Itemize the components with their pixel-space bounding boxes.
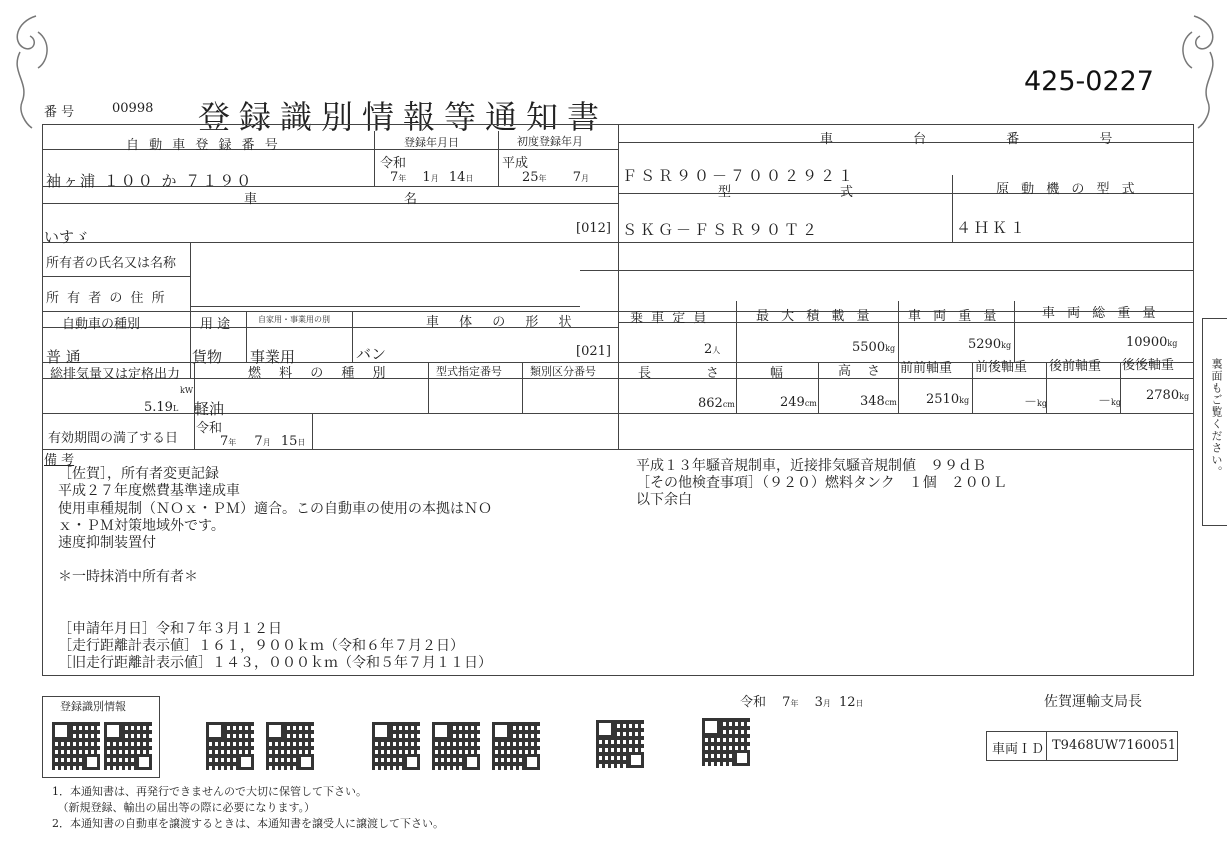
width: 249cm xyxy=(780,395,817,410)
remark-line: ［申請年月日］令和７年３月１２日 xyxy=(58,620,282,637)
serial-number: 00998 xyxy=(112,101,154,116)
note-line: （新規登録、輸出の届出等の際に必要になります。） xyxy=(52,801,316,814)
height: 348cm xyxy=(860,394,897,409)
issuer: 佐賀運輸支局長 xyxy=(1044,694,1142,710)
remark-line: ［その他検査事項］（９２０）燃料タンク １個 ２００Ｌ xyxy=(636,475,1007,491)
qr-code xyxy=(266,722,314,770)
max-load-label: 最 大 積 載 量 xyxy=(756,309,874,324)
model-label-a: 型 xyxy=(718,185,732,200)
remark-line: ［旧走行距離計表示値］１４３，０００ｋｍ（令和５年７月１１日） xyxy=(58,655,492,672)
qr-code xyxy=(206,722,254,770)
remark-line: 速度抑制装置付 xyxy=(58,535,156,552)
reference-number: 425-0227 xyxy=(1024,66,1154,97)
qr-label: 登録識別情報 xyxy=(60,700,126,713)
first-registration: 25年 7月 xyxy=(522,170,589,185)
expiry-era: 令和 xyxy=(196,421,223,436)
vehicle-type: 普 通 xyxy=(46,348,81,366)
remark-line: ［走行距離計表示値］１６１，９００ｋｍ（令和６年７月２日） xyxy=(58,638,464,655)
model: ＳＫＧ－ＦＳＲ９０Ｔ２ xyxy=(622,221,821,239)
class-number-label: 類別区分番号 xyxy=(530,365,596,378)
ff-axle-label: 前前軸重 xyxy=(900,361,953,376)
engine-model-label: 原 動 機 の 型 式 xyxy=(996,182,1139,197)
first-reg-era: 平成 xyxy=(502,156,529,171)
capacity: 2人 xyxy=(704,342,721,357)
remarks-right xyxy=(636,458,1007,509)
car-name-label-b: 名 xyxy=(404,192,418,207)
ff-axle: 2510kg xyxy=(926,392,970,407)
remarks-left xyxy=(58,466,492,673)
weight-label: 車 両 重 量 xyxy=(908,309,1001,324)
fr-axle-label: 前後軸重 xyxy=(975,360,1028,375)
body-shape-label: 車 体 の 形 状 xyxy=(426,315,580,330)
vehicle-weight: 5290kg xyxy=(968,337,1012,352)
use-label: 用 途 xyxy=(200,317,231,332)
qr-code xyxy=(702,718,750,766)
qr-code xyxy=(52,722,100,770)
fr-axle: －kg xyxy=(1024,395,1047,410)
first-reg-label: 初度登録年月 xyxy=(517,135,583,148)
qr-code xyxy=(104,722,152,770)
displacement-label: 総排気量又は定格出力 xyxy=(50,367,181,382)
gross-weight: 10900kg xyxy=(1126,335,1178,350)
vehicle-id-label: 車両ＩＤ xyxy=(992,742,1045,757)
private-business-label: 自家用・事業用の別 xyxy=(258,315,330,324)
remark-line: ［佐賀］，所有者変更記録 xyxy=(58,466,219,482)
expiry-date: 7年 7月 15日 xyxy=(220,434,306,449)
use: 貨物 xyxy=(192,348,223,366)
footer-notes xyxy=(52,784,444,832)
ornament-top-right xyxy=(1168,12,1223,132)
model-label-b: 式 xyxy=(840,185,854,200)
engine-model: ４ＨＫ１ xyxy=(956,219,1029,237)
remark-line: ＊一時抹消中所有者＊ xyxy=(58,569,198,586)
remark-line: 平成１３年騒音規制車，近接排気騒音規制値 ９９ｄＢ xyxy=(636,458,986,474)
issue-date: 令和 7年 3月 12日 xyxy=(740,695,864,710)
owner-address-label: 所 有 者 の 住 所 xyxy=(46,291,167,306)
registration-number: 袖ヶ浦 １００ か ７１９０ xyxy=(46,172,254,190)
car-name-code: [012] xyxy=(576,221,611,236)
max-load: 5500kg xyxy=(852,340,896,355)
remark-line: ｘ・ＰＭ対策地域外です。 xyxy=(58,517,225,534)
rr-axle: 2780kg xyxy=(1146,388,1190,403)
length-label-a: 長 xyxy=(638,366,652,381)
chassis-number-label: 車 台 番 号 xyxy=(820,132,1151,147)
rr-axle-label: 後後軸重 xyxy=(1122,358,1175,373)
fuel-type-label: 燃 料 の 種 別 xyxy=(248,366,393,381)
side-note: 裏面もご覧ください。 xyxy=(1210,358,1223,478)
reg-era: 令和 xyxy=(380,156,407,171)
qr-code xyxy=(492,722,540,770)
remark-line: 以下余白 xyxy=(636,492,692,508)
width-label: 幅 xyxy=(770,366,784,381)
displacement-unit-kw: kW xyxy=(180,386,194,395)
note-line: 2．本通知書の自動車を譲渡するときは、本通知書を譲受人に譲渡して下さい。 xyxy=(52,817,444,830)
owner-name-label: 所有者の氏名又は名称 xyxy=(46,256,177,271)
qr-code xyxy=(596,720,644,768)
capacity-label: 乗 車 定 員 xyxy=(630,311,709,326)
body-shape-code: [021] xyxy=(576,344,611,359)
serial-label: 番 号 xyxy=(44,105,75,120)
vehicle-type-label: 自動車の種別 xyxy=(62,317,141,332)
rf-axle: －kg xyxy=(1098,394,1121,409)
document-title: 登録識別情報等通知書 xyxy=(198,98,609,136)
height-label: 高 さ xyxy=(838,364,887,379)
car-name-label-a: 車 xyxy=(244,192,258,207)
reg-number-label: 自 動 車 登 録 番 号 xyxy=(126,138,281,153)
qr-code xyxy=(372,722,420,770)
remarks-label: 備 考 xyxy=(44,453,75,468)
note-line: 1．本通知書は、再発行できませんので大切に保管して下さい。 xyxy=(52,785,367,798)
private-business: 事業用 xyxy=(250,348,296,366)
registration-date: 7年 1月 14日 xyxy=(390,170,474,185)
type-designation-label: 型式指定番号 xyxy=(436,365,502,378)
remark-line: 平成２７年度燃費基準達成車 xyxy=(58,483,240,500)
length: 862cm xyxy=(698,396,735,411)
fuel-type: 軽油 xyxy=(194,400,225,418)
length-label-b: さ xyxy=(706,366,720,381)
vehicle-id: T9468UW7160051 xyxy=(1052,738,1176,753)
gross-weight-label: 車 両 総 重 量 xyxy=(1042,306,1160,321)
rf-axle-label: 後前軸重 xyxy=(1049,359,1102,374)
reg-date-label: 登録年月日 xyxy=(404,136,459,149)
qr-code xyxy=(432,722,480,770)
car-name: いすゞ xyxy=(44,228,90,246)
displacement: 5.19L xyxy=(144,400,179,415)
body-shape: バン xyxy=(356,345,387,363)
remark-line: 使用車種規制（ＮＯｘ・ＰＭ）適合。この自動車の使用の本拠はＮＯ xyxy=(58,500,492,517)
chassis-number: ＦＳＲ９０－７００２９２１ xyxy=(622,167,857,185)
expiry-label: 有効期間の満了する日 xyxy=(48,431,179,446)
